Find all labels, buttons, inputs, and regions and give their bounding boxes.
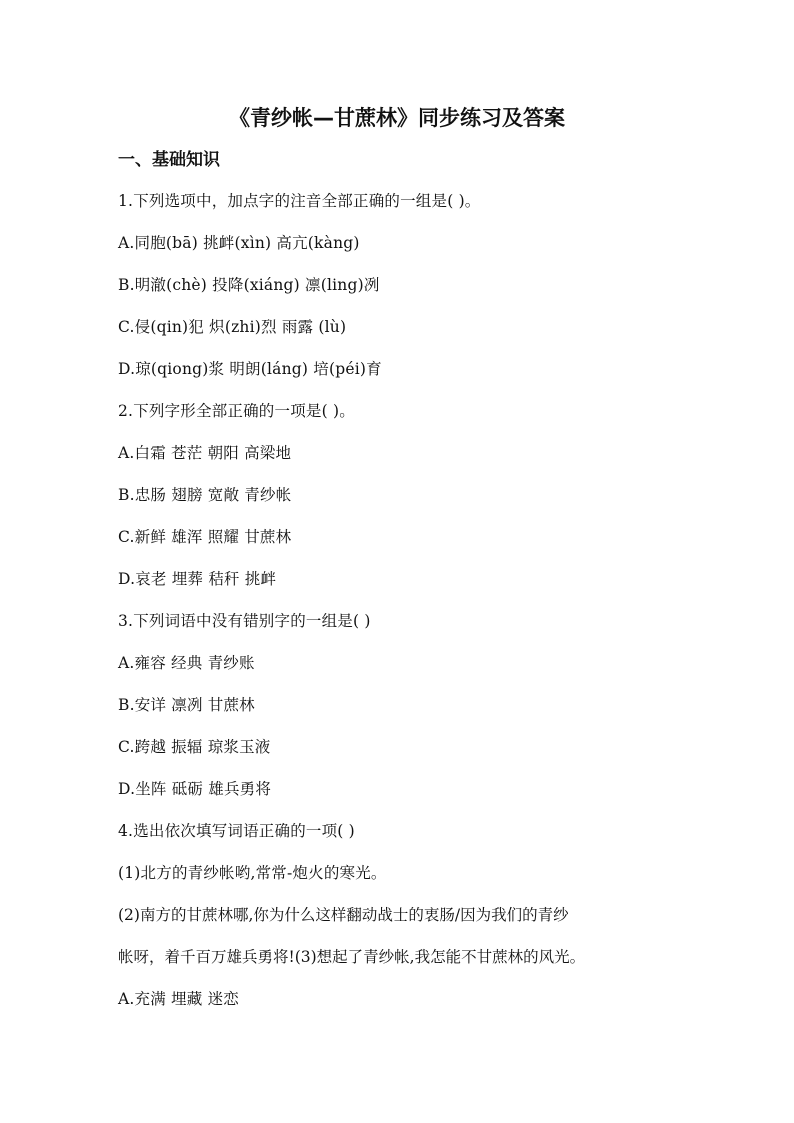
question-4-stem: 4.选出依次填写词语正确的一项( ): [118, 822, 355, 840]
question-4-sentence-2: (2)南方的甘蔗林哪,你为什么这样翻动战士的衷肠/因为我们的青纱: [118, 906, 569, 924]
question-1-option-c: C.侵(qin)犯 炽(zhi)烈 雨露 (lù): [118, 318, 347, 336]
question-3-option-b: B.安详 凛冽 甘蔗林: [118, 696, 255, 714]
question-4-sentence-1: (1)北方的青纱帐哟,常常-炮火的寒光。: [118, 864, 387, 882]
question-3-stem: 3.下列词语中没有错别字的一组是( ): [118, 612, 371, 630]
question-2-option-d: D.哀老 埋葬 秸秆 挑衅: [118, 570, 277, 588]
document-body: [118, 188, 693, 1028]
question-2-option-a: A.白霜 苍茫 朝阳 高梁地: [118, 444, 292, 462]
question-1-stem: 1.下列选项中，加点字的注音全部正确的一组是( )。: [118, 192, 481, 210]
question-2-option-c: C.新鲜 雄浑 照耀 甘蔗林: [118, 528, 292, 546]
question-1-option-a: A.同胞(bā) 挑衅(xìn) 高亢(kàng): [118, 234, 360, 252]
document-title: 《青纱帐—甘蔗林》同步练习及答案: [229, 106, 565, 130]
question-2-stem: 2.下列字形全部正确的一项是( )。: [118, 402, 355, 420]
question-1-option-d: D.琼(qiong)浆 明朗(láng) 培(péi)育: [118, 360, 382, 378]
question-1-option-b: B.明澈(chè) 投降(xiáng) 凛(ling)冽: [118, 276, 380, 294]
section-heading: 一、基础知识: [118, 150, 220, 170]
question-3-option-a: A.雍容 经典 青纱账: [118, 654, 255, 672]
question-4-sentence-3: 帐呀，着千百万雄兵勇将!(3)想起了青纱帐,我怎能不甘蔗林的风光。: [118, 948, 586, 966]
question-4-option-a: A.充满 埋藏 迷恋: [118, 990, 239, 1008]
question-3-option-c: C.跨越 振辐 琼浆玉液: [118, 738, 271, 756]
question-3-option-d: D.坐阵 砥砺 雄兵勇将: [118, 780, 272, 798]
question-2-option-b: B.忠肠 翅膀 宽敞 青纱帐: [118, 486, 292, 504]
